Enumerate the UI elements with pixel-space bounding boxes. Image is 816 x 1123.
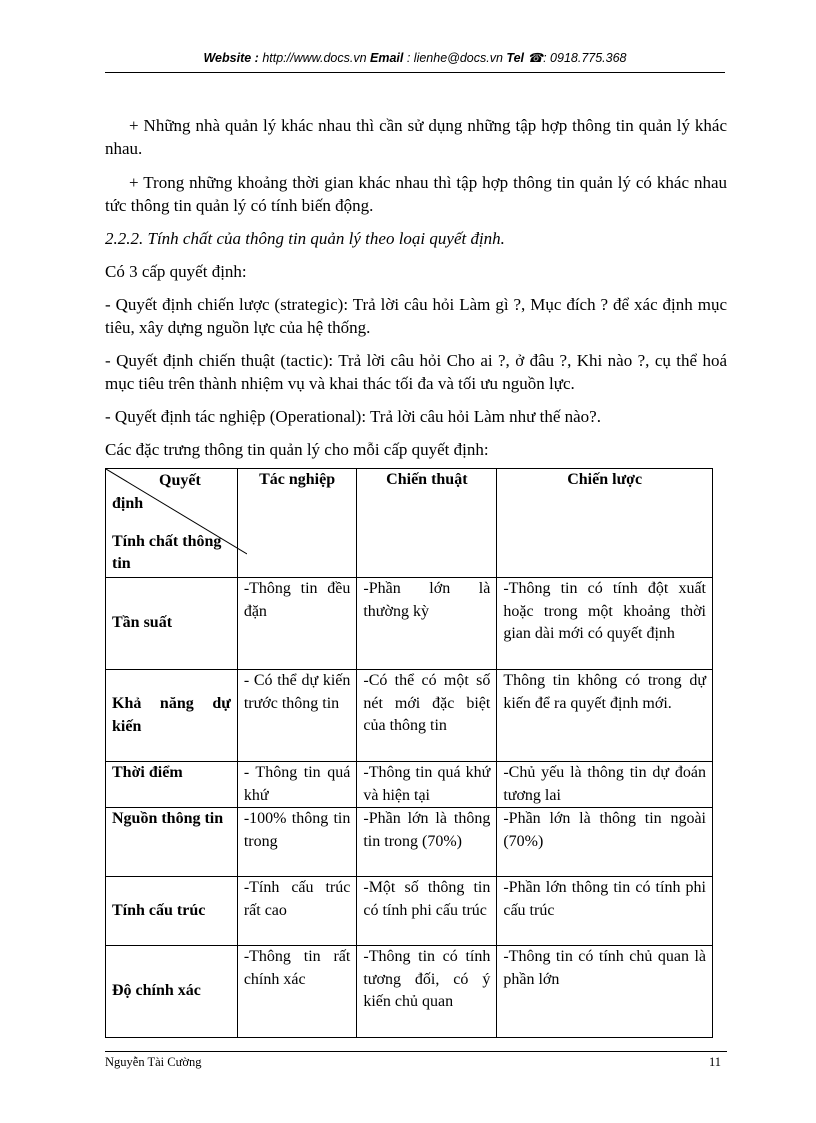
column-header: Chiến thuật [357, 469, 497, 578]
tel-label: Tel [506, 51, 525, 65]
table-row [106, 808, 713, 877]
table-cell: -100% thông tin trong [237, 808, 357, 877]
table-row [106, 578, 713, 670]
page-number: 11 [708, 1055, 721, 1069]
intro-paragraph: Có 3 cấp quyết định: [105, 262, 247, 281]
corner-bottom-label: Tính chất thông tin [112, 533, 222, 572]
corner-top-label-2: định [112, 495, 144, 512]
author-name: Nguyễn Tài Cường [105, 1055, 202, 1069]
table-cell: Thông tin không có trong dự kiến để ra quyết định mới. [497, 670, 713, 762]
phone-icon: ☎ [527, 51, 544, 65]
table-cell: -Có thể có một số nét mới đặc biệt của thông tin [357, 670, 497, 762]
email-value[interactable]: : lienhe@docs.vn [406, 51, 503, 65]
website-label: Website : [203, 51, 259, 65]
section-heading: 2.2.2. Tính chất của thông tin quản lý theo loại quyết định. [105, 229, 505, 248]
table-row [106, 670, 713, 762]
dash-paragraph-2: - Quyết định chiến thuật (tactic): Trả lời câu hỏi Cho ai ?, ở đâu ?, Khi nào ?, cụ thể hoá mục tiêu trên thành nhiệm vụ và khai thác tối đa và tối ưu nguồn lực. [105, 351, 727, 393]
row-label: Thời điểm [106, 762, 238, 808]
corner-top-label: Quyết [159, 472, 201, 489]
table-cell: -Phần lớn là thường kỳ [357, 578, 497, 670]
bullet-paragraph-2: + Trong những khoảng thời gian khác nhau thì tập hợp thông tin quản lý có khác nhau tức thông tin quản lý có tính biến động. [105, 173, 727, 215]
diagonal-corner-cell [106, 469, 238, 578]
row-label: Tính cấu trúc [106, 877, 238, 946]
table-cell: -Một số thông tin có tính phi cấu trúc [357, 877, 497, 946]
email-label: Email [370, 51, 404, 65]
table-cell: -Chủ yếu là thông tin dự đoán tương lai [497, 762, 713, 808]
table-cell: -Thông tin rất chính xác [237, 946, 357, 1038]
column-header: Tác nghiệp [237, 469, 357, 578]
table-header-row [106, 469, 713, 578]
table-cell: -Thông tin đều đặn [237, 578, 357, 670]
table-cell: -Thông tin có tính chủ quan là phần lớn [497, 946, 713, 1038]
row-label: Khả năng dự kiến [106, 670, 238, 762]
bullet-paragraph-1: + Những nhà quản lý khác nhau thì cần sử dụng những tập hợp thông tin quản lý khác nhau. [105, 116, 727, 158]
dash-paragraph-3: - Quyết định tác nghiệp (Operational): Trả lời câu hỏi Làm như thế nào?. [105, 407, 601, 426]
table-cell: - Thông tin quá khứ [237, 762, 357, 808]
row-label: Tần suất [106, 578, 238, 670]
body-text [105, 114, 727, 461]
table-row [106, 946, 713, 1038]
table-row [106, 877, 713, 946]
page-footer [105, 1051, 727, 1070]
row-label: Độ chính xác [106, 946, 238, 1038]
row-label: Nguồn thông tin [106, 808, 238, 877]
table-cell: -Phần lớn là thông tin trong (70%) [357, 808, 497, 877]
table-cell: -Tính cấu trúc rất cao [237, 877, 357, 946]
table-cell: -Thông tin có tính tương đối, có ý kiến chủ quan [357, 946, 497, 1038]
dash-paragraph-1: - Quyết định chiến lược (strategic): Trả lời câu hỏi Làm gì ?, Mục đích ? để xác định mục tiêu, xây dựng nguồn lực của hệ thống. [105, 295, 727, 337]
table-cell: -Thông tin quá khứ và hiện tại [357, 762, 497, 808]
table-cell: -Thông tin có tính đột xuất hoặc trong một khoảng thời gian dài mới có quyết định [497, 578, 713, 670]
table-cell: -Phần lớn là thông tin ngoài (70%) [497, 808, 713, 877]
table-row [106, 762, 713, 808]
page-header [105, 50, 725, 73]
column-header: Chiến lược [497, 469, 713, 578]
table-cell: -Phần lớn thông tin có tính phi cấu trúc [497, 877, 713, 946]
website-url[interactable]: http://www.docs.vn [262, 51, 367, 65]
decision-table [105, 468, 713, 1038]
table-cell: - Có thể dự kiến trước thông tin [237, 670, 357, 762]
tel-value: : 0918.775.368 [543, 51, 627, 65]
table-intro: Các đặc trưng thông tin quản lý cho mỗi cấp quyết định: [105, 440, 489, 459]
